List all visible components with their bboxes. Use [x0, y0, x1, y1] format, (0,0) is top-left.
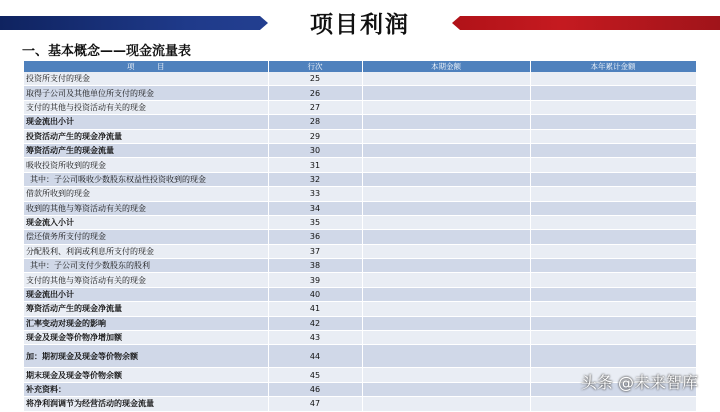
row-ytd-amount — [530, 172, 696, 186]
table-row — [24, 129, 696, 143]
row-current-amount — [362, 86, 530, 100]
row-line-no: 45 — [268, 368, 362, 382]
table-row — [24, 215, 696, 229]
row-current-amount — [362, 187, 530, 201]
row-ytd-amount — [530, 273, 696, 287]
table-row — [24, 397, 696, 411]
row-line-no: 47 — [268, 397, 362, 411]
row-ytd-amount — [530, 143, 696, 157]
row-ytd-amount — [530, 259, 696, 273]
row-item: 补充资料： — [24, 382, 268, 396]
row-item: 取得子公司及其他单位所支付的现金 — [24, 86, 268, 100]
row-line-no: 41 — [268, 302, 362, 316]
row-current-amount — [362, 143, 530, 157]
row-line-no: 35 — [268, 215, 362, 229]
row-line-no: 27 — [268, 100, 362, 114]
table-row — [24, 72, 696, 86]
row-line-no: 44 — [268, 345, 362, 368]
row-item: 加：期初现金及现金等价物余额 — [24, 345, 268, 368]
row-item: 支付的其他与投资活动有关的现金 — [24, 100, 268, 114]
row-item: 分配股利、利润或利息所支付的现金 — [24, 244, 268, 258]
table-row — [24, 345, 696, 368]
row-ytd-amount — [530, 397, 696, 411]
table-header-row — [24, 61, 696, 72]
table-row — [24, 331, 696, 345]
row-ytd-amount — [530, 331, 696, 345]
row-line-no: 32 — [268, 172, 362, 186]
table-row — [24, 302, 696, 316]
table-row — [24, 115, 696, 129]
row-item: 投资所支付的现金 — [24, 72, 268, 86]
row-ytd-amount — [530, 215, 696, 229]
row-line-no: 29 — [268, 129, 362, 143]
table-row — [24, 230, 696, 244]
row-current-amount — [362, 382, 530, 396]
row-line-no: 26 — [268, 86, 362, 100]
row-item: 收到的其他与筹资活动有关的现金 — [24, 201, 268, 215]
row-item: 现金流出小计 — [24, 287, 268, 301]
row-current-amount — [362, 397, 530, 411]
row-ytd-amount — [530, 201, 696, 215]
table-row — [24, 259, 696, 273]
row-line-no: 28 — [268, 115, 362, 129]
row-item: 现金及现金等价物净增加额 — [24, 331, 268, 345]
header-current-amount: 本期金额 — [362, 61, 530, 72]
row-ytd-amount — [530, 129, 696, 143]
table-row — [24, 273, 696, 287]
row-item: 现金流入小计 — [24, 215, 268, 229]
row-current-amount — [362, 273, 530, 287]
row-item: 筹资活动产生的现金净流量 — [24, 302, 268, 316]
table-row — [24, 143, 696, 157]
row-line-no: 25 — [268, 72, 362, 86]
row-ytd-amount — [530, 316, 696, 330]
row-current-amount — [362, 287, 530, 301]
row-line-no: 34 — [268, 201, 362, 215]
row-line-no: 36 — [268, 230, 362, 244]
row-current-amount — [362, 100, 530, 114]
row-item: 借款所收到的现金 — [24, 187, 268, 201]
row-line-no: 40 — [268, 287, 362, 301]
header-line-no: 行次 — [268, 61, 362, 72]
row-line-no: 39 — [268, 273, 362, 287]
slide-title: 项目利润 — [310, 12, 410, 38]
header-item: 项 目 — [24, 61, 268, 72]
table-row — [24, 100, 696, 114]
cash-flow-table — [24, 61, 697, 412]
row-item: 汇率变动对现金的影响 — [24, 316, 268, 330]
row-line-no: 38 — [268, 259, 362, 273]
row-current-amount — [362, 331, 530, 345]
table-row — [24, 86, 696, 100]
row-current-amount — [362, 158, 530, 172]
row-line-no: 46 — [268, 382, 362, 396]
row-current-amount — [362, 244, 530, 258]
row-item: 现金流出小计 — [24, 115, 268, 129]
row-current-amount — [362, 172, 530, 186]
row-current-amount — [362, 368, 530, 382]
row-current-amount — [362, 302, 530, 316]
row-line-no: 43 — [268, 331, 362, 345]
row-ytd-amount — [530, 345, 696, 368]
table-row — [24, 187, 696, 201]
table-row — [24, 244, 696, 258]
row-current-amount — [362, 230, 530, 244]
row-ytd-amount — [530, 287, 696, 301]
table-row — [24, 316, 696, 330]
row-current-amount — [362, 201, 530, 215]
row-current-amount — [362, 215, 530, 229]
slide-subtitle: 一、基本概念——现金流量表 — [22, 44, 192, 59]
row-item: 投资活动产生的现金净流量 — [24, 129, 268, 143]
row-current-amount — [362, 259, 530, 273]
table-row — [24, 172, 696, 186]
row-ytd-amount — [530, 302, 696, 316]
watermark: 头条 @未来智库 — [580, 373, 698, 392]
row-ytd-amount — [530, 244, 696, 258]
row-current-amount — [362, 72, 530, 86]
row-current-amount — [362, 115, 530, 129]
row-line-no: 31 — [268, 158, 362, 172]
row-item: 偿还债务所支付的现金 — [24, 230, 268, 244]
row-current-amount — [362, 129, 530, 143]
row-item: 吸收投资所收到的现金 — [24, 158, 268, 172]
row-ytd-amount — [530, 86, 696, 100]
header-ytd-amount: 本年累计金额 — [530, 61, 696, 72]
row-item: 将净利润调节为经营活动的现金流量 — [24, 397, 268, 411]
table-row — [24, 287, 696, 301]
row-ytd-amount — [530, 187, 696, 201]
row-line-no: 30 — [268, 143, 362, 157]
row-line-no: 42 — [268, 316, 362, 330]
row-line-no: 37 — [268, 244, 362, 258]
row-item: 支付的其他与筹资活动有关的现金 — [24, 273, 268, 287]
table-row — [24, 158, 696, 172]
row-item: 筹资活动产生的现金流量 — [24, 143, 268, 157]
row-current-amount — [362, 345, 530, 368]
row-item: 其中：子公司支付少数股东的股利 — [24, 259, 268, 273]
row-ytd-amount — [530, 100, 696, 114]
row-ytd-amount — [530, 115, 696, 129]
row-line-no: 33 — [268, 187, 362, 201]
row-item: 期末现金及现金等价物余额 — [24, 368, 268, 382]
row-ytd-amount — [530, 158, 696, 172]
row-current-amount — [362, 316, 530, 330]
row-item: 其中：子公司吸收少数股东权益性投资收到的现金 — [24, 172, 268, 186]
table-row — [24, 201, 696, 215]
row-ytd-amount — [530, 230, 696, 244]
row-ytd-amount — [530, 72, 696, 86]
